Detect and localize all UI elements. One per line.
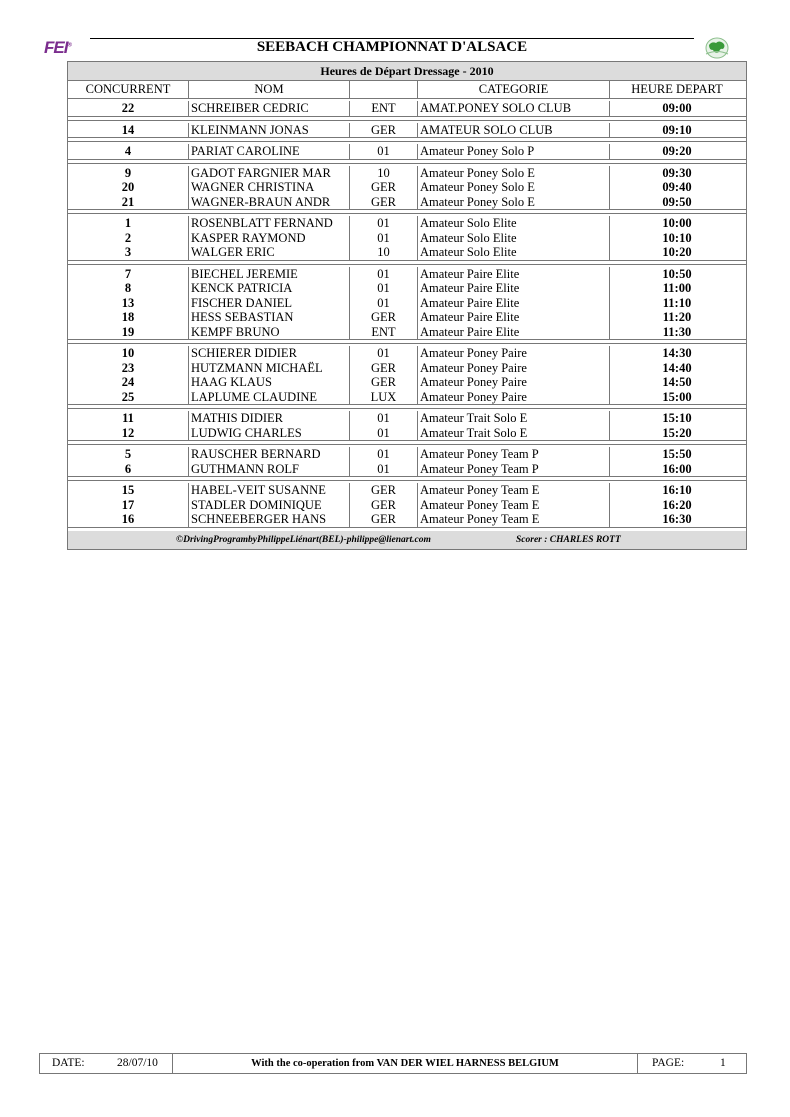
page-title: SEEBACH CHAMPIONNAT D'ALSACE [256,39,528,55]
nation-code: 10 [350,245,418,260]
category: Amateur Poney Solo E [418,195,610,210]
table-row [68,195,746,210]
start-time: 09:20 [662,144,692,158]
table-row [68,411,746,426]
nation-code: 01 [350,231,418,246]
table-row [68,483,746,498]
category: Amateur Solo Elite [418,216,610,231]
start-time: 10:20 [662,245,692,259]
category: Amateur Poney Team E [418,483,610,498]
start-time: 10:10 [662,230,692,245]
header-categorie: CATEGORIE [418,81,610,98]
competitor-name: LAPLUME CLAUDINE [189,390,350,405]
competitor-name: WALGER ERIC [189,245,350,260]
table-group [68,480,746,528]
competitor-name: SCHREIBER CEDRIC [189,101,350,116]
table-group [68,141,746,160]
table-row [68,361,746,376]
competitor-name: RAUSCHER BERNARD [189,447,350,462]
nation-code: ENT [350,101,418,116]
start-time: 09:00 [662,101,692,115]
table-row [68,310,746,325]
nation-code: ENT [350,325,418,340]
table-row [68,166,746,181]
table-group [68,163,746,211]
concurrent-number: 19 [68,325,189,340]
start-time: 09:40 [662,180,692,194]
category: Amateur Poney Paire [418,375,610,390]
competitor-name: KASPER RAYMOND [189,231,350,246]
start-time: 10:50 [662,266,692,281]
table-row [68,447,746,462]
category: Amateur Paire Elite [418,325,610,340]
table-row [68,498,746,513]
nation-code: 01 [350,426,418,441]
table-row [68,245,746,260]
cooperation-note: With the co-operation from VAN DER WIEL HARNESS BELGIUM [173,1054,638,1073]
category: Amateur Trait Solo E [418,411,610,426]
nation-code: GER [350,483,418,498]
table-row [68,375,746,390]
start-time: 15:20 [662,425,692,440]
table-row [68,180,746,195]
concurrent-number: 21 [68,195,189,210]
concurrent-number: 10 [68,346,189,361]
competitor-name: FISCHER DANIEL [189,296,350,311]
start-time: 16:30 [662,512,692,526]
nation-code: 01 [350,281,418,296]
nation-code: GER [350,375,418,390]
concurrent-number: 9 [68,166,189,181]
date-value: 28/07/10 [117,1057,158,1069]
concurrent-number: 25 [68,390,189,405]
concurrent-number: 22 [68,101,189,116]
table-group [68,99,746,117]
start-time: 11:30 [662,324,692,339]
page-footer [39,1053,747,1074]
category: Amateur Poney Paire [418,346,610,361]
start-time: 11:20 [662,310,692,324]
table-group [68,213,746,261]
date-label: DATE: [52,1057,85,1069]
category: Amateur Paire Elite [418,281,610,296]
header-heure-depart: HEURE DEPART [631,82,723,96]
category: Amateur Poney Team E [418,498,610,513]
table-row [68,390,746,405]
table-row [68,296,746,311]
concurrent-number: 16 [68,512,189,527]
scorer-label: Scorer : CHARLES ROTT [516,534,621,545]
category: Amateur Solo Elite [418,245,610,260]
nation-code: GER [350,512,418,527]
table-group [68,408,746,441]
competitor-name: HUTZMANN MICHAËL [189,361,350,376]
nation-code: 01 [350,144,418,159]
category: Amateur Poney Paire [418,361,610,376]
table-row [68,123,746,138]
category: Amateur Paire Elite [418,296,610,311]
nation-code: GER [350,498,418,513]
start-time: 16:20 [662,497,692,512]
nation-code: 01 [350,296,418,311]
competitor-name: HABEL-VEIT SUSANNE [189,483,350,498]
nation-code: 10 [350,166,418,181]
nation-code: 01 [350,267,418,282]
nation-code: GER [350,310,418,325]
table-row [68,325,746,340]
competitor-name: LUDWIG CHARLES [189,426,350,441]
start-time: 09:10 [662,122,692,137]
start-time: 11:10 [662,295,692,310]
nation-code: LUX [350,390,418,405]
category: Amateur Solo Elite [418,231,610,246]
competitor-name: SCHIERER DIDIER [189,346,350,361]
nation-code: 01 [350,216,418,231]
start-time: 14:40 [662,360,692,375]
table-group [68,343,746,405]
concurrent-number: 13 [68,296,189,311]
category: Amateur Paire Elite [418,310,610,325]
category: Amateur Trait Solo E [418,426,610,441]
competitor-name: BIECHEL JEREMIE [189,267,350,282]
nation-code: 01 [350,462,418,477]
table-row [68,426,746,441]
table-group [68,264,746,341]
globe-icon [704,36,730,60]
table-row [68,462,746,477]
category: Amateur Poney Team P [418,462,610,477]
start-time: 10:00 [662,216,692,230]
concurrent-number: 18 [68,310,189,325]
concurrent-number: 8 [68,281,189,296]
table-row [68,101,746,116]
concurrent-number: 12 [68,426,189,441]
start-time: 15:50 [662,447,692,461]
table-group [68,120,746,139]
concurrent-number: 2 [68,231,189,246]
concurrent-number: 14 [68,123,189,138]
competitor-name: GUTHMANN ROLF [189,462,350,477]
concurrent-number: 23 [68,361,189,376]
table-subtitle: Heures de Départ Dressage - 2010 [68,62,746,81]
competitor-name: GADOT FARGNIER MAR [189,166,350,181]
nation-code: GER [350,361,418,376]
table-row [68,281,746,296]
table-header-row [68,81,746,99]
fei-logo: FEI® [44,38,71,57]
table-group [68,444,746,477]
page-label: PAGE: [652,1057,685,1069]
category: Amateur Poney Solo P [418,144,610,159]
concurrent-number: 3 [68,245,189,260]
concurrent-number: 17 [68,498,189,513]
footer-page [638,1054,746,1073]
category: Amateur Poney Solo E [418,166,610,181]
category: AMATEUR SOLO CLUB [418,123,610,138]
nation-code: 01 [350,447,418,462]
concurrent-number: 5 [68,447,189,462]
nation-code: GER [350,195,418,210]
competitor-name: ROSENBLATT FERNAND [189,216,350,231]
category: Amateur Paire Elite [418,267,610,282]
concurrent-number: 24 [68,375,189,390]
category: Amateur Poney Team E [418,512,610,527]
start-time: 15:10 [662,411,692,425]
start-times-table [67,61,747,550]
start-time: 15:00 [662,389,692,404]
category: Amateur Poney Paire [418,390,610,405]
footer-date [40,1054,173,1073]
competitor-name: WAGNER-BRAUN ANDR [189,195,350,210]
concurrent-number: 20 [68,180,189,195]
category: Amateur Poney Team P [418,447,610,462]
table-body [68,99,746,528]
table-row [68,144,746,159]
table-row [68,512,746,527]
concurrent-number: 1 [68,216,189,231]
category: Amateur Poney Solo E [418,180,610,195]
program-credit: ©DrivingProgrambyPhilippeLiénart(BEL)-philippe@lienart.com [176,534,431,545]
concurrent-number: 4 [68,144,189,159]
competitor-name: SCHNEEBERGER HANS [189,512,350,527]
table-row [68,231,746,246]
competitor-name: HESS SEBASTIAN [189,310,350,325]
concurrent-number: 15 [68,483,189,498]
page-number: 1 [720,1057,726,1069]
category: AMAT.PONEY SOLO CLUB [418,101,610,116]
start-time: 09:50 [662,194,692,209]
competitor-name: KEMPF BRUNO [189,325,350,340]
nation-code: GER [350,180,418,195]
table-row [68,346,746,361]
competitor-name: KLEINMANN JONAS [189,123,350,138]
header-nation [350,81,418,98]
competitor-name: KENCK PATRICIA [189,281,350,296]
header-concurrent: CONCURRENT [68,81,189,98]
concurrent-number: 11 [68,411,189,426]
start-time: 14:30 [662,346,692,360]
competitor-name: STADLER DOMINIQUE [189,498,350,513]
start-time: 14:50 [662,375,692,389]
table-row [68,267,746,282]
start-time: 09:30 [662,165,692,180]
table-row [68,216,746,231]
header-nom: NOM [189,81,350,98]
table-footer [68,531,746,550]
nation-code: 01 [350,346,418,361]
competitor-name: HAAG KLAUS [189,375,350,390]
concurrent-number: 7 [68,267,189,282]
start-time: 16:10 [662,483,692,497]
nation-code: 01 [350,411,418,426]
start-time: 16:00 [662,461,692,476]
competitor-name: WAGNER CHRISTINA [189,180,350,195]
nation-code: GER [350,123,418,138]
start-time: 11:00 [662,281,692,295]
concurrent-number: 6 [68,462,189,477]
competitor-name: PARIAT CAROLINE [189,144,350,159]
competitor-name: MATHIS DIDIER [189,411,350,426]
